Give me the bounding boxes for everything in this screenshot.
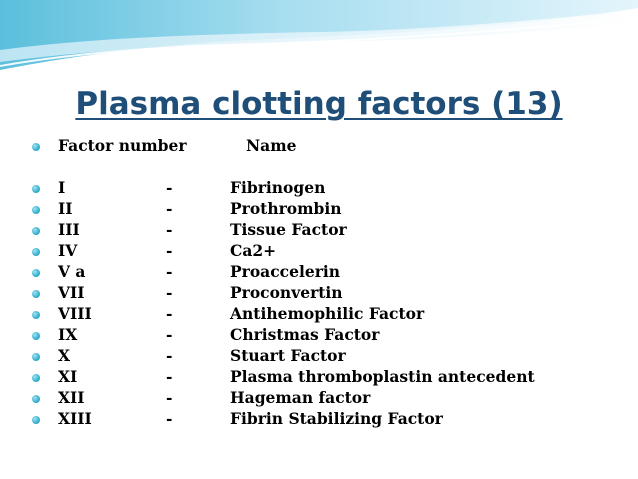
- separator-dash: -: [166, 367, 173, 386]
- factor-number: VII: [58, 283, 85, 302]
- factor-number: VIII: [58, 304, 92, 323]
- separator-dash: -: [166, 220, 173, 239]
- bullet-icon: [32, 185, 40, 193]
- list-item: [32, 220, 632, 241]
- bullet-icon: [32, 206, 40, 214]
- bullet-icon: [32, 416, 40, 424]
- factor-name: Fibrinogen: [230, 178, 326, 197]
- factor-name: Hageman factor: [230, 388, 371, 407]
- list-header-row: [32, 136, 632, 157]
- factor-number: X: [58, 346, 71, 365]
- factor-list: [32, 136, 632, 430]
- factor-name: Antihemophilic Factor: [230, 304, 425, 323]
- factor-rows: [32, 178, 632, 430]
- factor-number: XII: [58, 388, 85, 407]
- factor-name: Proaccelerin: [230, 262, 341, 281]
- factor-name: Plasma thromboplastin antecedent: [230, 367, 535, 386]
- header-wave-decoration: [0, 0, 638, 80]
- factor-number: I: [58, 178, 66, 197]
- list-item: [32, 304, 632, 325]
- list-item: [32, 325, 632, 346]
- bullet-icon: [32, 353, 40, 361]
- bullet-icon: [32, 227, 40, 235]
- list-item: [32, 409, 632, 430]
- slide-title: Plasma clotting factors (13): [75, 86, 563, 122]
- bullet-icon: [32, 395, 40, 403]
- factor-number: XI: [58, 367, 78, 386]
- header-name: Name: [246, 136, 297, 155]
- factor-number: IX: [58, 325, 78, 344]
- bullet-icon: [32, 311, 40, 319]
- separator-dash: -: [166, 241, 173, 260]
- factor-name: Ca2+: [230, 241, 277, 260]
- bullet-icon: [32, 332, 40, 340]
- list-item: [32, 367, 632, 388]
- factor-number: XIII: [58, 409, 92, 428]
- separator-dash: -: [166, 388, 173, 407]
- factor-name: Stuart Factor: [230, 346, 346, 365]
- separator-dash: -: [166, 178, 173, 197]
- separator-dash: -: [166, 199, 173, 218]
- list-item: [32, 388, 632, 409]
- header-factor-number: Factor number: [58, 136, 187, 155]
- bullet-icon: [32, 374, 40, 382]
- factor-name: Tissue Factor: [230, 220, 347, 239]
- separator-dash: -: [166, 283, 173, 302]
- factor-number: V a: [58, 262, 86, 281]
- factor-name: Fibrin Stabilizing Factor: [230, 409, 443, 428]
- factor-name: Prothrombin: [230, 199, 342, 218]
- list-item: [32, 178, 632, 199]
- factor-number: II: [58, 199, 73, 218]
- factor-number: IV: [58, 241, 78, 260]
- list-item: [32, 199, 632, 220]
- factor-name: Christmas Factor: [230, 325, 380, 344]
- separator-dash: -: [166, 346, 173, 365]
- separator-dash: -: [166, 262, 173, 281]
- factor-name: Proconvertin: [230, 283, 343, 302]
- separator-dash: -: [166, 409, 173, 428]
- factor-number: III: [58, 220, 80, 239]
- list-item: [32, 346, 632, 367]
- list-item: [32, 241, 632, 262]
- list-item: [32, 262, 632, 283]
- list-item: [32, 283, 632, 304]
- bullet-icon: [32, 269, 40, 277]
- bullet-icon: [32, 248, 40, 256]
- bullet-icon: [32, 143, 40, 151]
- bullet-icon: [32, 290, 40, 298]
- separator-dash: -: [166, 304, 173, 323]
- separator-dash: -: [166, 325, 173, 344]
